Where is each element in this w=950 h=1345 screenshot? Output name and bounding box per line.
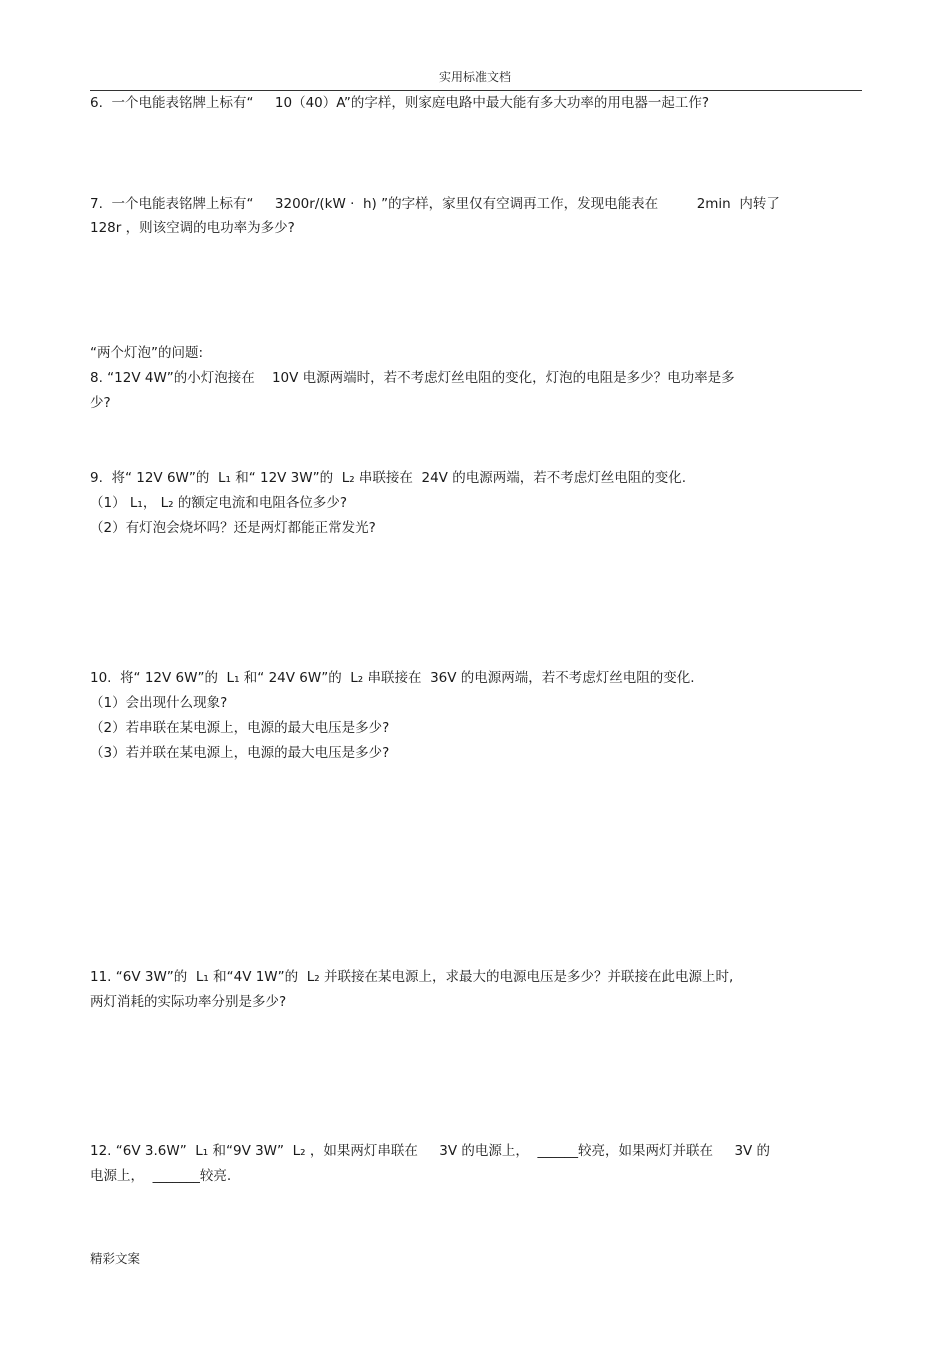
section-title-two-bulbs: “两个灯泡”的问题: [90,345,204,361]
question-10-sub-3: （3）若并联在某电源上，电源的最大电压是多少? [90,745,390,761]
question-7-text-cont: 128r ，则该空调的电功率为多少? [90,220,295,236]
question-6-text: 6. 一个电能表铭牌上标有“ 10（40）A”的字样，则家庭电路中最大能有多大功率的用电器一起工作? [90,95,709,111]
page-header-title: 实用标准文档 [438,70,511,84]
question-8-text-cont: 少? [90,395,111,411]
question-11-text-cont: 两灯消耗的实际功率分别是多少? [90,994,287,1010]
question-9-sub-1: （1） L₁， L₂ 的额定电流和电阻各位多少? [90,495,347,511]
question-12-text: 12. “6V 3.6W” L₁ 和“9V 3W” L₂ ，如果两灯串联在 3V 的电源上， ______较亮，如果两灯并联在 3V 的 [90,1143,771,1159]
page-footer-label: 精彩文案 [90,1251,141,1266]
question-10-text: 10. 将“ 12V 6W”的 L₁ 和“ 24V 6W”的 L₂ 串联接在 36V 的电源两端，若不考虑灯丝电阻的变化. [90,670,695,686]
question-8-text: 8. “12V 4W”的小灯泡接在 10V 电源两端时，若不考虑灯丝电阻的变化，灯泡的电阻是多少？电功率是多 [90,370,735,386]
question-9-text: 9. 将“ 12V 6W”的 L₁ 和“ 12V 3W”的 L₂ 串联接在 24V 的电源两端，若不考虑灯丝电阻的变化. [90,470,686,486]
question-10-sub-2: （2）若串联在某电源上，电源的最大电压是多少? [90,720,390,736]
header-divider [90,90,862,91]
question-10-sub-1: （1）会出现什么现象? [90,695,228,711]
question-9-sub-2: （2）有灯泡会烧坏吗？还是两灯都能正常发光? [90,520,376,536]
question-11-text: 11. “6V 3W”的 L₁ 和“4V 1W”的 L₂ 并联接在某电源上，求最大的电源电压是多少？并联接在此电源上时, [90,969,734,985]
question-7-text: 7. 一个电能表铭牌上标有“ 3200r/(kW · h) ”的字样，家里仅有空调再工作，发现电能表在 2min 内转了 [90,196,780,212]
question-12-text-cont: 电源上， _______较亮. [90,1168,232,1184]
